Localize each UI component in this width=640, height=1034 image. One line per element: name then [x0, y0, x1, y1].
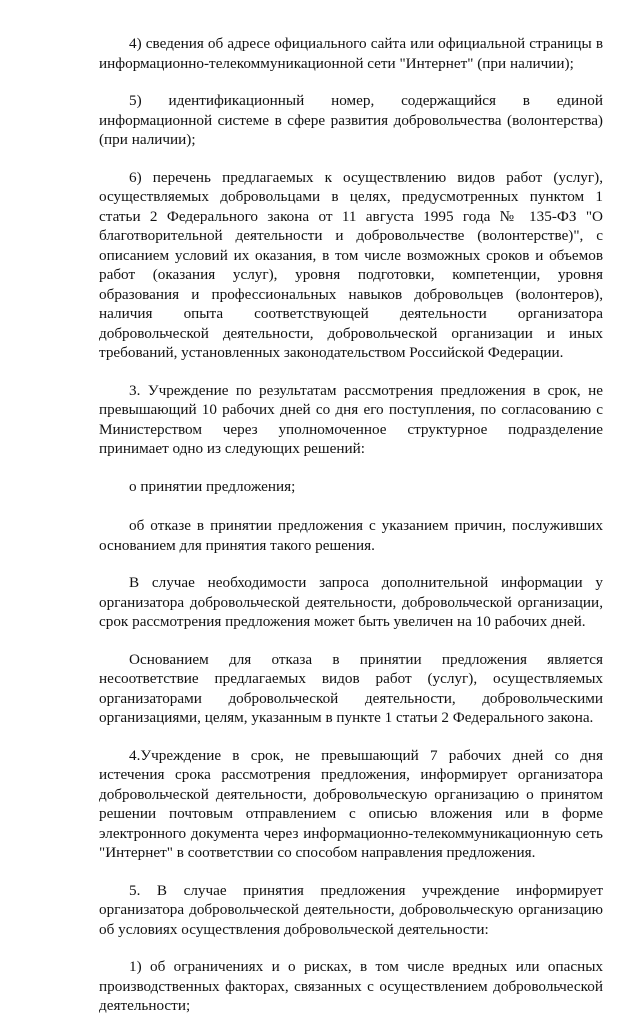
paragraph-section-5-conditions: 5. В случае принятия предложения учреждение информирует организатора добровольческой деятельности, добровольческую организацию об условиях осуществления добровольческой деятельности:: [99, 881, 603, 938]
paragraph-decision-accept: о принятии предложения;: [129, 477, 296, 495]
paragraph-item-6-work-list: 6) перечень предлагаемых к осуществлению видов работ (услуг), осуществляемых добровольцами в целях, предусмотренных пунктом 1 статьи 2 Федерального закона от 11 августа 1995 года № 135-ФЗ "О благотворительной деятельности и добровольчестве (волонтерстве)", с описанием условий их оказания, в том числе возможных сроков и объемов работ (оказания услуг), уровня подготовки, компетенции, уровня образования и профессиональных навыков добровольцев (волонтеров), наличия опыта соответствующей деятельности организатора добровольческой деятельности, добровольческой организации и иных требований, установленных законодательством Российской Федерации.: [99, 168, 603, 361]
paragraph-extension: В случае необходимости запроса дополнительной информации у организатора добровольческой деятельности, добровольческой организации, срок рассмотрения предложения может быть увеличен на 10 рабочих дней.: [99, 574, 603, 630]
paragraph-decision-reject: об отказе в принятии предложения с указанием причин, послуживших основанием для принятия такого решения.: [99, 517, 603, 554]
document-page: [99, 34, 603, 1034]
paragraph-item-5-id-number: 5) идентификационный номер, содержащийся в единой информационной системе в сфере развития добровольчества (волонтерства) (при наличии);: [99, 92, 603, 148]
paragraph-section-3-decision: 3. Учреждение по результатам рассмотрения предложения в срок, не превышающий 10 рабочих дней со дня его поступления, по согласованию с Министерством через уполномоченное структурное подразделение принимает одно из следующих решений:: [99, 381, 603, 457]
paragraph-refusal-grounds: Основанием для отказа в принятии предложения является несоответствие предлагаемых видов работ (услуг), осуществляемых организаторами добровольческой деятельности, добровольческими организациями, целям, указанным в пункте 1 статьи 2 Федерального закона.: [99, 650, 603, 726]
paragraph-item-1-restrictions: 1) об ограничениях и о рисках, в том числе вредных или опасных производственных факторах, связанных с осуществлением добровольческой деятельности;: [99, 958, 603, 1014]
paragraph-item-4-website: 4) сведения об адресе официального сайта или официальной страницы в информационно-телекоммуникационной сети "Интернет" (при наличии);: [99, 35, 603, 72]
paragraph-section-4-notification: 4.Учреждение в срок, не превышающий 7 рабочих дней со дня истечения срока рассмотрения предложения, информирует организатора добровольческой деятельности, добровольческую организацию о принятом решении почтовым отправлением с описью вложения или в форме электронного документа через информационно-телекоммуникационную сеть "Интернет" в соответствии со способом направления предложения.: [99, 746, 603, 861]
